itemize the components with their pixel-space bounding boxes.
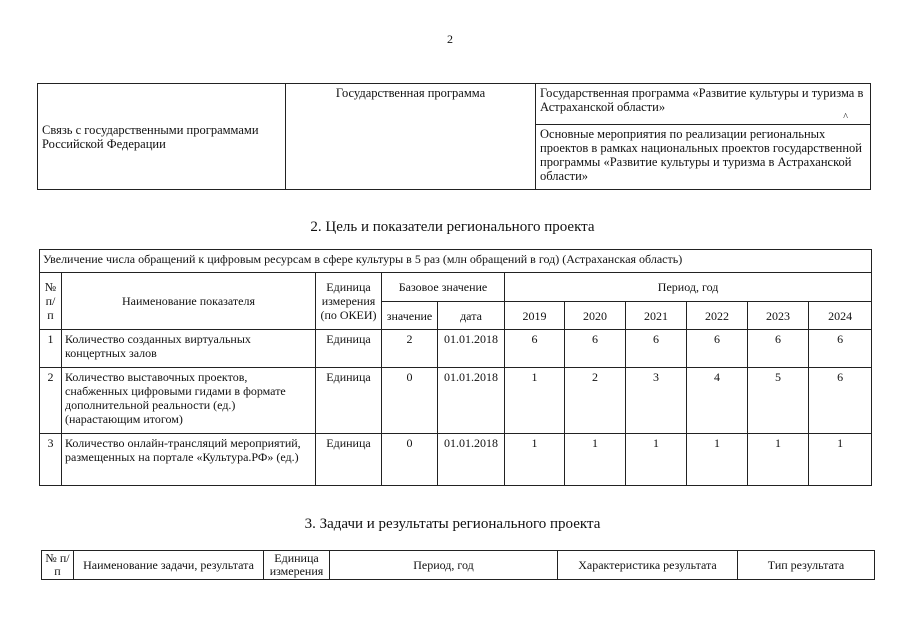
indicators-table [39, 249, 872, 486]
year-value: 1 [809, 434, 872, 486]
year-value: 6 [505, 330, 565, 368]
base-value: 0 [382, 434, 438, 486]
year-value: 5 [748, 368, 809, 434]
col-header-year: 2022 [687, 302, 748, 330]
row-num: 3 [40, 434, 62, 486]
section3-heading: 3. Задачи и результаты регионального проекта [304, 516, 601, 532]
year-value: 1 [748, 434, 809, 486]
col-header-year: 2021 [626, 302, 687, 330]
base-date: 01.01.2018 [438, 368, 505, 434]
indicator-name: Количество выставочных проектов, снабженных цифровыми гидами в формате дополнительной реальности (ед.) (нарастающим итогом) [62, 368, 316, 434]
col-header-base-date: дата [438, 302, 505, 330]
year-value: 1 [565, 434, 626, 486]
tasks-results-table [41, 550, 875, 580]
state-programs-label: Связь с государственными программами Российской Федерации [38, 84, 286, 190]
indicator-unit: Единица [316, 330, 382, 368]
state-programs-table [37, 83, 871, 190]
base-value: 2 [382, 330, 438, 368]
col-header-year: 2024 [809, 302, 872, 330]
state-program-activity: Основные мероприятия по реализации региональных проектов в рамках национальных проектов государственной программы «Развитие культуры и туризма в Астраханской области» [536, 125, 871, 190]
col-header-period: Период, год [330, 551, 558, 580]
col-header-year: 2020 [565, 302, 626, 330]
col-header-task-name: Наименование задачи, результата [74, 551, 264, 580]
year-value: 6 [565, 330, 626, 368]
indicator-name: Количество онлайн-трансляций мероприятий, размещенных на портале «Культура.РФ» (ед.) [62, 434, 316, 486]
col-header-unit: Единица измерения (по ОКЕИ) [316, 273, 382, 330]
col-header-characteristic: Характеристика результата [558, 551, 738, 580]
base-date: 01.01.2018 [438, 434, 505, 486]
year-value: 2 [565, 368, 626, 434]
state-program-column-header: Государственная программа [286, 84, 536, 190]
year-value: 6 [748, 330, 809, 368]
year-value: 1 [687, 434, 748, 486]
col-header-name: Наименование показателя [62, 273, 316, 330]
year-value: 4 [687, 368, 748, 434]
year-value: 1 [626, 434, 687, 486]
state-program-name [536, 84, 871, 125]
year-value: 1 [505, 368, 565, 434]
base-value: 0 [382, 368, 438, 434]
state-program-name-text: Государственная программа «Развитие культуры и туризма в Астраханской области» [540, 86, 864, 114]
col-header-num: № п/п [40, 273, 62, 330]
col-header-unit: Единица измерения [264, 551, 330, 580]
indicator-unit: Единица [316, 434, 382, 486]
col-header-year: 2023 [748, 302, 809, 330]
col-header-base-value: значение [382, 302, 438, 330]
col-header-base: Базовое значение [382, 273, 505, 302]
page-number: 2 [447, 32, 453, 46]
col-header-year: 2019 [505, 302, 565, 330]
year-value: 6 [687, 330, 748, 368]
table-row [40, 330, 872, 368]
table-row [40, 368, 872, 434]
year-value: 6 [809, 368, 872, 434]
goal-row: Увеличение числа обращений к цифровым ресурсам в сфере культуры в 5 раз (млн обращений в год) (Астраханская область) [40, 250, 872, 273]
indicator-name: Количество созданных виртуальных концертных залов [62, 330, 316, 368]
table-row [40, 434, 872, 486]
indicator-unit: Единица [316, 368, 382, 434]
base-date: 01.01.2018 [438, 330, 505, 368]
year-value: 6 [809, 330, 872, 368]
section2-heading: 2. Цель и показатели регионального проекта [310, 219, 595, 235]
col-header-period: Период, год [505, 273, 872, 302]
year-value: 1 [505, 434, 565, 486]
col-header-type: Тип результата [738, 551, 875, 580]
year-value: 6 [626, 330, 687, 368]
col-header-num: № п/п [42, 551, 74, 580]
row-num: 1 [40, 330, 62, 368]
caret-mark-icon: ^ [843, 112, 848, 123]
row-num: 2 [40, 368, 62, 434]
year-value: 3 [626, 368, 687, 434]
